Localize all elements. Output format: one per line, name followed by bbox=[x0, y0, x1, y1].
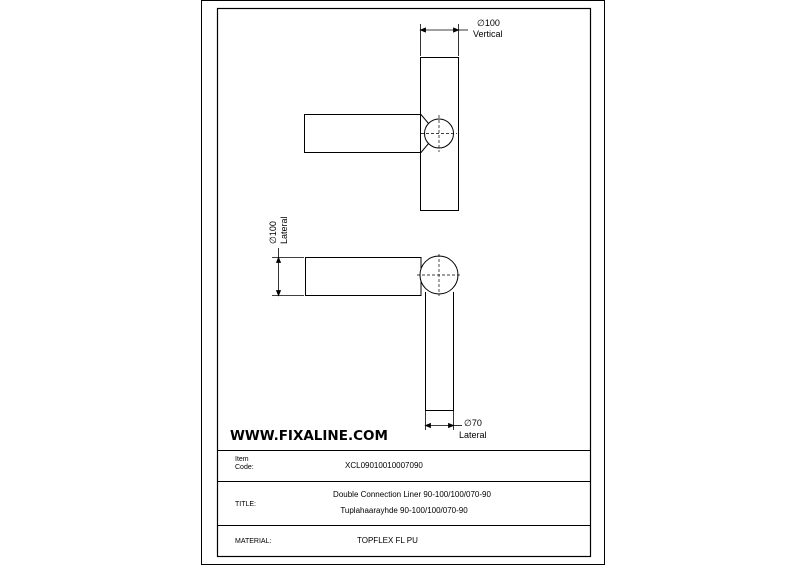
dimension-left bbox=[272, 248, 304, 296]
side-view-drawing bbox=[272, 248, 462, 430]
inner-border bbox=[218, 9, 591, 557]
dimension-vertical-value: ∅100 bbox=[477, 18, 500, 28]
title-label: TITLE: bbox=[235, 501, 257, 508]
lateral-tube bbox=[305, 115, 430, 153]
website-url: WWW.FIXALINE.COM bbox=[230, 428, 388, 444]
elbow-center-lines bbox=[417, 254, 461, 296]
title-line2: Tuplahaarayhde 90-100/100/070-90 bbox=[340, 506, 468, 515]
outer-border bbox=[202, 1, 605, 565]
descending-tube bbox=[426, 292, 454, 411]
item-code-value: XCL09010010007090 bbox=[345, 461, 423, 470]
top-view-drawing bbox=[305, 24, 469, 211]
dimension-vertical-label: Vertical bbox=[473, 29, 503, 39]
dimension-vertical bbox=[421, 24, 469, 56]
material-label: MATERIAL: bbox=[235, 538, 272, 545]
title-line1: Double Connection Liner 90-100/100/070-90 bbox=[333, 490, 491, 499]
dimension-left-value: ∅100 bbox=[268, 221, 278, 244]
horizontal-tube bbox=[306, 258, 422, 296]
dimension-bottom-value: ∅70 bbox=[464, 418, 482, 428]
dimension-bottom bbox=[426, 411, 463, 430]
dimension-bottom-label: Lateral bbox=[459, 430, 487, 440]
dimension-left-label: Lateral bbox=[279, 216, 289, 244]
item-code-label-line1: Item bbox=[235, 456, 249, 463]
item-code-label-line2: Code: bbox=[235, 464, 254, 471]
material-value: TOPFLEX FL PU bbox=[357, 536, 418, 545]
